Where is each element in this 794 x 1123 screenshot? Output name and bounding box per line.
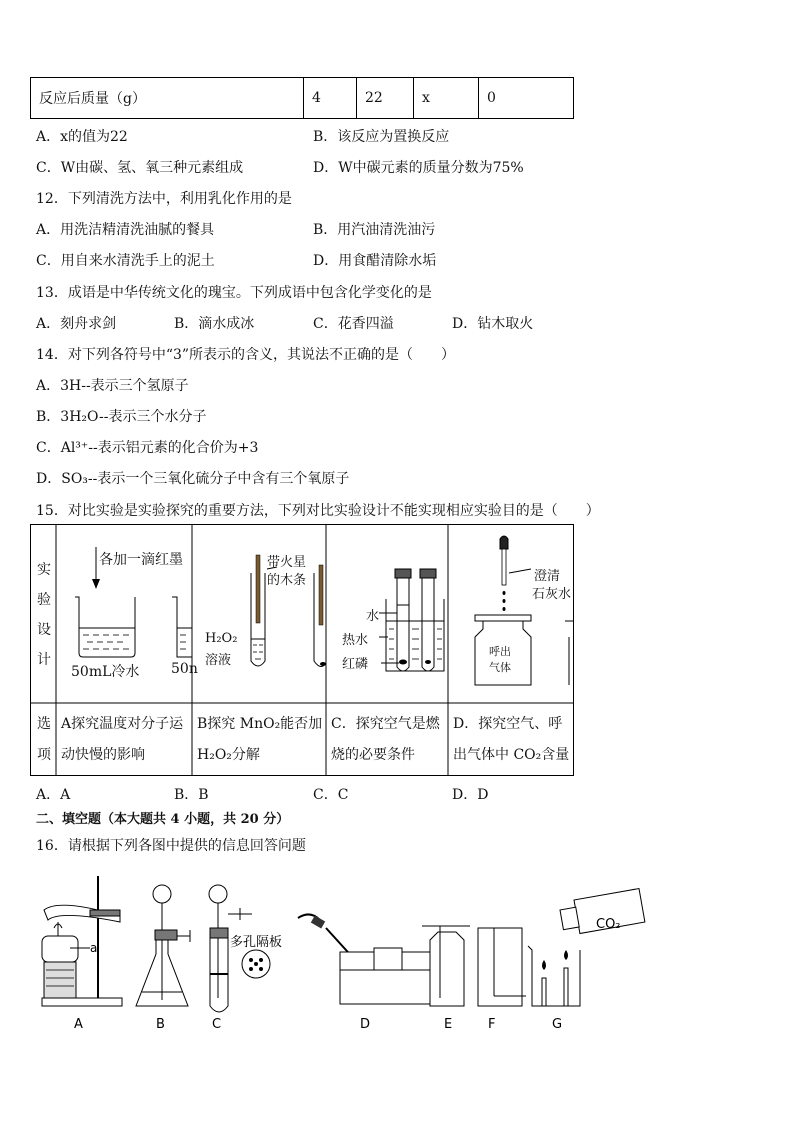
fig-a-top-label: 各加一滴红墨 [99, 552, 183, 568]
fig-b-label: H₂O₂ [205, 631, 238, 646]
option-label [37, 709, 53, 771]
design-label-char: 验 [37, 592, 51, 608]
q13-option-c: C．花香四溢 [313, 316, 394, 332]
section-title: 二、填空题（本大题共 4 小题，共 20 分） [36, 812, 290, 827]
design-label-char: 实 [37, 562, 51, 578]
option-cell-b [197, 709, 322, 771]
cell-line: A探究温度对分子运 [61, 716, 184, 732]
cell-line: C．探究空气是燃 [331, 716, 440, 732]
co2-label: CO₂ [596, 917, 621, 932]
porous-label: 多孔隔板 [230, 935, 283, 950]
apparatus-figure [30, 870, 650, 1040]
mass-table [30, 77, 574, 119]
apparatus-label: G [552, 1017, 563, 1032]
design-label-char: 计 [37, 652, 51, 668]
option-cell-d [453, 709, 569, 771]
table-cell: 4 [304, 78, 357, 119]
apparatus-label: C [212, 1017, 222, 1032]
q14-option-c: C．Al³⁺--表示铝元素的化合价为+3 [36, 440, 259, 456]
option-cell-a [61, 709, 183, 771]
fig-c-label: 水 [366, 609, 380, 624]
conical-flask-icon [136, 885, 190, 1006]
q13-stem: 13．成语是中华传统文化的瑰宝。下列成语中包含化学变化的是 [36, 285, 432, 301]
cell-line: B探究 MnO₂能否加 [197, 716, 323, 732]
alcohol-lamp-stand-icon [42, 876, 122, 1006]
option-cell-c [331, 709, 440, 771]
q13-option-d: D．钻木取火 [452, 316, 534, 332]
gas-jar-icon [478, 928, 526, 1006]
cell-line: D．探究空气、呼 [453, 716, 563, 732]
fig-b-label: 溶液 [205, 653, 232, 668]
table-cell: 0 [479, 78, 574, 119]
fig-a-left-label: 50mL冷水 [71, 664, 140, 680]
label-a: a [90, 941, 98, 955]
q15-stem: 15．对比实验是实验探究的重要方法，下列对比实验设计不能实现相应实验目的是（ ） [36, 503, 600, 519]
cell-line: H₂O₂分解 [197, 747, 260, 763]
q12-option-a: A．用洗洁精清洗油腻的餐具 [36, 222, 215, 238]
q14-option-a: A．3H--表示三个氢原子 [36, 378, 189, 394]
q11-option-a: A．x的值为22 [36, 129, 128, 145]
q11-option-c: C．W由碳、氢、氧三种元素组成 [36, 160, 244, 176]
experiment-table [30, 524, 574, 776]
q13-option-b: B．滴水成冰 [174, 316, 255, 332]
q12-option-b: B．用汽油清洗油污 [313, 222, 436, 238]
q11-option-d: D．W中碳元素的质量分数为75% [313, 160, 524, 176]
fig-c-label: 红磷 [342, 657, 369, 672]
q14-stem: 14．对下列各符号中“3”所表示的含义，其说法不正确的是（ ） [36, 347, 456, 363]
design-label [37, 555, 53, 675]
water-trough-icon [298, 914, 430, 1004]
q13-option-a: A．刻舟求剑 [36, 316, 117, 332]
fig-d-label: 澄清 [534, 569, 561, 584]
q14-option-d: D．SO₃--表示一个三氧化硫分子中含有三个氧原子 [36, 471, 350, 487]
beaker-icon [379, 569, 444, 671]
table-row [31, 78, 574, 119]
q15-answer-b: B．B [174, 787, 209, 803]
fig-b-label: 带火星 [267, 555, 307, 570]
q12-stem: 12．下列清洗方法中，利用乳化作用的是 [36, 191, 292, 207]
option-label-char: 项 [37, 747, 51, 763]
q16-stem: 16．请根据下列各图中提供的信息回答问题 [36, 838, 306, 854]
q15-answer-c: C．C [313, 787, 349, 803]
apparatus-label: D [360, 1017, 371, 1032]
q12-option-d: D．用食醋清除水垢 [313, 253, 437, 269]
cell-line: 动快慢的影响 [61, 747, 145, 763]
row-label: 反应后质量（g） [31, 78, 304, 119]
apparatus-label: F [488, 1017, 496, 1032]
apparatus-label: A [74, 1017, 83, 1032]
fig-d-label: 呼出 [489, 645, 511, 658]
option-label-char: 选 [37, 716, 51, 732]
fig-d-label: 石灰水 [532, 587, 572, 602]
cell-line: 烧的必要条件 [331, 747, 415, 763]
table-cell: x [414, 78, 479, 119]
q15-answer-d: D．D [452, 787, 489, 803]
apparatus-label: E [444, 1017, 453, 1032]
q12-option-c: C．用自来水清洗手上的泥土 [36, 253, 215, 269]
beaker-candles-icon [528, 889, 645, 1006]
fig-a-right-label: 50n [171, 661, 198, 677]
fig-d-label: 气体 [489, 661, 511, 674]
fig-b-label: 的木条 [267, 573, 307, 588]
q15-answer-a: A．A [36, 787, 71, 803]
table-cell: 22 [357, 78, 414, 119]
fig-c-label: 热水 [342, 633, 369, 648]
apparatus-label: B [156, 1017, 165, 1032]
cell-line: 出气体中 CO₂含量 [453, 747, 570, 763]
q14-option-b: B．3H₂O--表示三个水分子 [36, 409, 207, 425]
q11-option-b: B．该反应为置换反应 [313, 129, 450, 145]
design-label-char: 设 [37, 622, 51, 638]
